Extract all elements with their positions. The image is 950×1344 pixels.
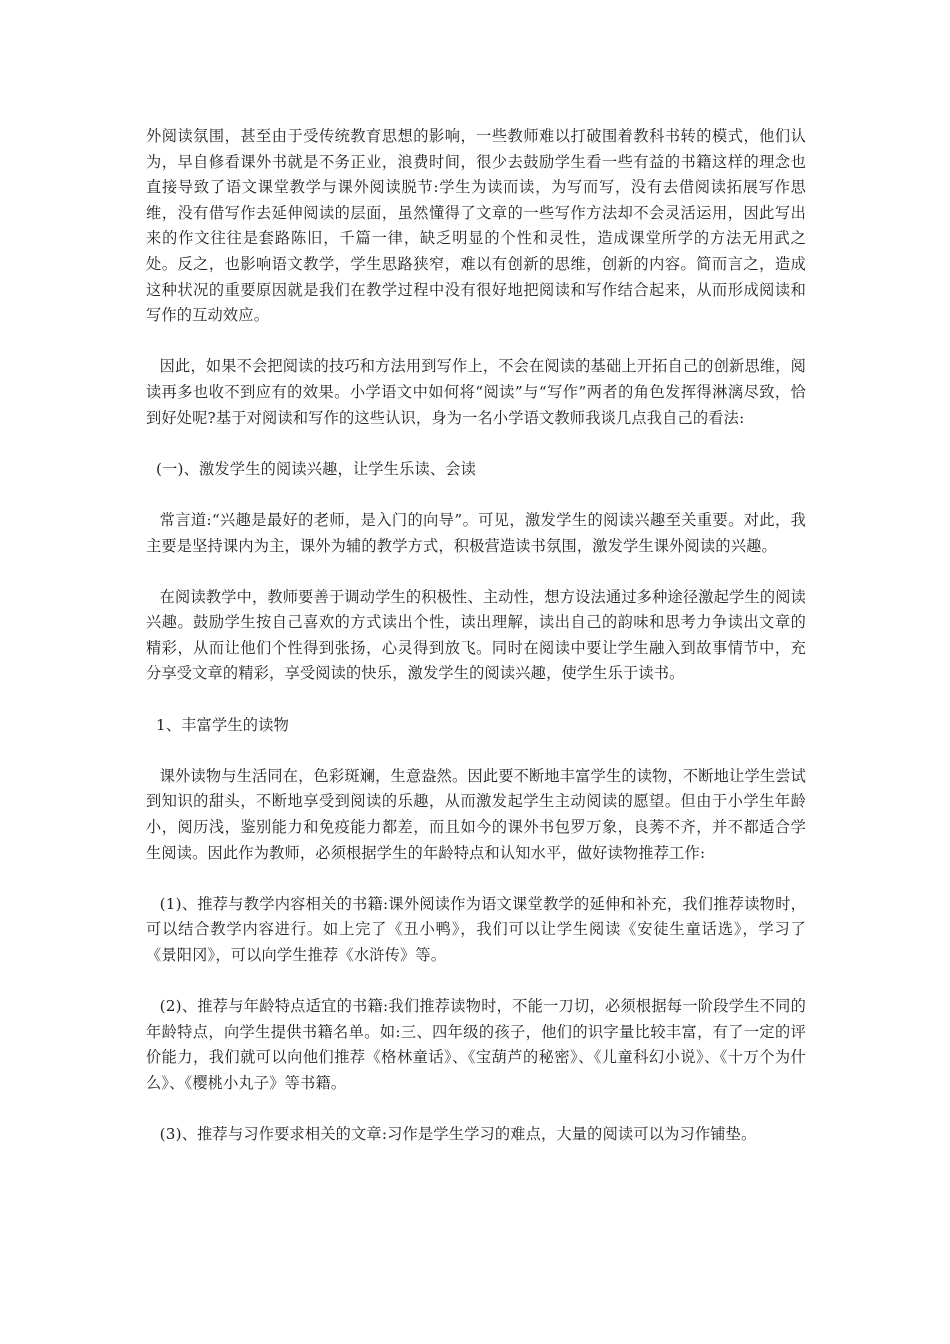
document-body: [146, 124, 806, 1173]
paragraph-interest-teacher: 常言道:“兴趣是最好的老师，是入门的向导”。可见，激发学生的阅读兴趣至关重要。对此，我主要是坚持课内为主，课外为辅的教学方式，积极营造读书氛围，激发学生课外阅读的兴趣。: [146, 510, 806, 555]
paragraph-reading-teaching: 在阅读教学中，教师要善于调动学生的积极性、主动性，想方设法通过多种途径激起学生的阅读兴趣。鼓励学生按自己喜欢的方式读出个性，读出理解，读出自己的韵味和思考力争读出文章的精彩，从而让他们个性得到张扬，心灵得到放飞。同时在阅读中要让学生融入到故事情节中，充分享受文章的精彩，享受阅读的快乐，激发学生的阅读兴趣，使学生乐于读书。: [146, 587, 806, 683]
paragraph-reading-writing-skills: 因此，如果不会把阅读的技巧和方法用到写作上，不会在阅读的基础上开拓自己的创新思维，阅读再多也收不到应有的效果。小学语文中如何将“阅读”与“写作”两者的角色发挥得淋漓尽致，恰到好处呢?基于对阅读和写作的这些认识，身为一名小学语文教师我谈几点我自己的看法:: [146, 357, 806, 427]
paragraph-extracurricular-reading: 课外读物与生活同在，色彩斑斓，生意盎然。因此要不断地丰富学生的读物，不断地让学生尝试到知识的甜头，不断地享受到阅读的乐趣，从而激发起学生主动阅读的愿望。但由于小学生年龄小，阅历浅，鉴别能力和免疫能力都差，而且如今的课外书包罗万象，良莠不齐，并不都适合学生阅读。因此作为教师，必须根据学生的年龄特点和认知水平，做好读物推荐工作:: [146, 766, 806, 862]
paragraph-recommend-age-appropriate: (2)、推荐与年龄特点适宜的书籍:我们推荐读物时，不能一刀切，必须根据每一阶段学生不同的年龄特点，向学生提供书籍名单。如:三、四年级的孩子，他们的识字量比较丰富，有了一定的评价能力，我们就可以向他们推荐《格林童话》、《宝葫芦的秘密》、《儿童科幻小说》、《十万个为什么》、《樱桃小丸子》等书籍。: [146, 997, 806, 1092]
paragraph-recommend-teaching-content: (1)、推荐与教学内容相关的书籍:课外阅读作为语文课堂教学的延伸和补充，我们推荐读物时，可以结合教学内容进行。如上完了《丑小鸭》，我们可以让学生阅读《安徒生童话选》，学习了《景阳冈》，可以向学生推荐《水浒传》等。: [146, 894, 806, 964]
paragraph-recommend-writing-related: (3)、推荐与习作要求相关的文章:习作是学生学习的难点，大量的阅读可以为习作铺垫。: [159, 1125, 757, 1144]
subheading-enrich-reading: 1、丰富学生的读物: [156, 715, 289, 734]
paragraph-reading-environment: 外阅读氛围，甚至由于受传统教育思想的影响，一些教师难以打破围着教科书转的模式，他们认为，早自修看课外书就是不务正业，浪费时间，很少去鼓励学生看一些有益的书籍这样的理念也直接导致了语文课堂教学与课外阅读脱节:学生为读而读，为写而写，没有去借阅读拓展写作思维，没有借写作去延伸阅读的层面，虽然懂得了文章的一些写作方法却不会灵活运用，因此写出来的作文往往是套路陈旧，千篇一律，缺乏明显的个性和灵性，造成课堂所学的方法无用武之处。反之，也影响语文教学，学生思路狭窄，难以有创新的思维，创新的内容。简而言之，造成这种状况的重要原因就是我们在教学过程中没有很好地把阅读和写作结合起来，从而形成阅读和写作的互动效应。: [146, 127, 806, 325]
section-heading-reading-interest: (一)、激发学生的阅读兴趣，让学生乐读、会读: [156, 459, 477, 478]
